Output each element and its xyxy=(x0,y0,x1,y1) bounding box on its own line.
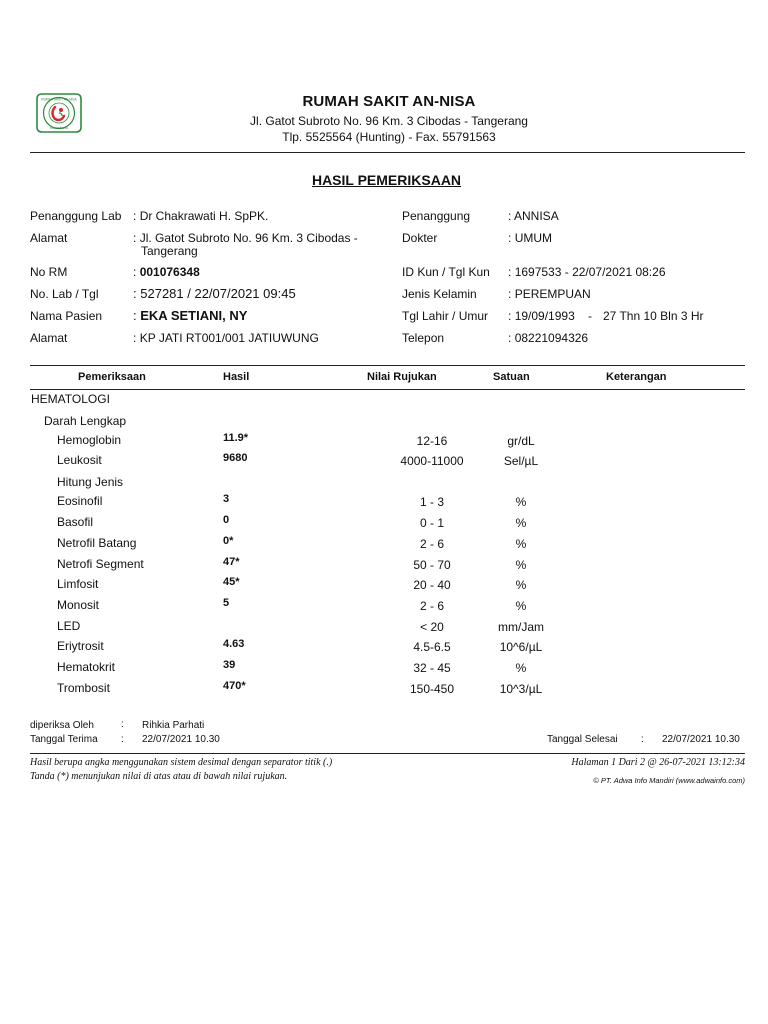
colon: : xyxy=(508,331,512,345)
test-name: Eosinofil xyxy=(57,494,103,508)
test-reference-range: 20 - 40 xyxy=(413,578,451,592)
test-name: Monosit xyxy=(57,598,100,612)
test-result: 45* xyxy=(223,576,240,588)
test-unit: gr/dL xyxy=(507,434,535,448)
info-value: : PEREMPUAN xyxy=(508,287,591,301)
info-label: Nama Pasien xyxy=(30,309,103,323)
test-reference-range: 0 - 1 xyxy=(419,516,444,530)
test-name: Limfosit xyxy=(57,577,99,591)
checked-by-label: diperiksa Oleh xyxy=(30,720,94,731)
test-reference-range: 4.5-6.5 xyxy=(413,640,451,654)
test-name: Leukosit xyxy=(57,453,102,467)
info-label: ID Kun / Tgl Kun xyxy=(402,265,490,279)
document-title: HASIL PEMERIKSAAN xyxy=(311,172,462,188)
test-reference-range: 2 - 6 xyxy=(419,599,444,613)
info-label: Alamat xyxy=(30,331,68,345)
svg-text:TANGERANG: TANGERANG xyxy=(49,126,69,130)
decimal-note: Hasil berupa angka menggunakan sistem desimal dengan separator titik (.) xyxy=(30,757,333,768)
info-label: No RM xyxy=(30,265,68,279)
info-label: Dokter xyxy=(402,231,438,245)
info-label: Penanggung Lab xyxy=(30,209,122,223)
info-value: : 527281 / 22/07/2021 09:45 xyxy=(133,286,296,301)
test-reference-range: < 20 xyxy=(420,620,444,634)
checked-by-value: Rihkia Parhati xyxy=(142,720,205,731)
hospital-phone: Tlp. 5525564 (Hunting) - Fax. 55791563 xyxy=(282,130,496,144)
test-result: 47* xyxy=(223,556,240,568)
page-info: Halaman 1 Dari 2 @ 26-07-2021 13:12:34 xyxy=(571,757,745,768)
test-result: 5 xyxy=(223,597,230,609)
table-header-divider xyxy=(30,389,745,390)
test-reference-range: 150-450 xyxy=(409,682,455,696)
header-divider xyxy=(30,152,745,153)
test-unit: mm/Jam xyxy=(498,620,544,634)
test-name: Hitung Jenis xyxy=(57,475,124,489)
test-name: Netrofi Segment xyxy=(57,557,144,571)
info-label: Tgl Lahir / Umur xyxy=(402,309,489,323)
info-value: : KP JATI RT001/001 JATIUWUNG xyxy=(133,331,319,345)
info-value: : UMUM xyxy=(508,231,553,245)
info-label: Penanggung xyxy=(402,209,471,223)
colon: : xyxy=(133,209,137,223)
info-value: : 1697533 - 22/07/2021 08:26 xyxy=(508,265,666,279)
colon: : xyxy=(641,734,644,745)
colon: : xyxy=(508,209,512,223)
footer-divider xyxy=(30,753,745,754)
test-unit: % xyxy=(515,661,527,675)
test-name: Hematokrit xyxy=(57,660,116,674)
finished-date-label: Tanggal Selesai xyxy=(547,734,618,745)
test-name: LED xyxy=(57,619,81,633)
column-header: Hasil xyxy=(223,371,250,383)
info-value: : ANNISA xyxy=(508,209,559,223)
colon: : xyxy=(508,231,512,245)
received-date-label: Tanggal Terima xyxy=(30,734,98,745)
info-value: : 19/09/1993 xyxy=(508,309,575,323)
test-result: 11.9* xyxy=(223,432,249,444)
colon: : xyxy=(121,719,124,730)
test-result: 39 xyxy=(223,659,236,671)
test-reference-range: 4000-11000 xyxy=(400,454,464,468)
test-unit: % xyxy=(515,516,527,530)
test-name: Trombosit xyxy=(57,681,110,695)
hospital-name: RUMAH SAKIT AN-NISA xyxy=(302,93,476,110)
section-heading: HEMATOLOGI xyxy=(31,392,110,406)
test-name: Netrofil Batang xyxy=(57,536,137,550)
test-result: 9680 xyxy=(223,452,248,464)
info-value: : Jl. Gatot Subroto No. 96 Km. 3 Cibodas - xyxy=(133,231,358,245)
subsection-heading: Darah Lengkap xyxy=(44,414,127,428)
table-top-divider xyxy=(30,365,745,366)
test-unit: 10^3/µL xyxy=(499,682,543,696)
test-reference-range: 12-16 xyxy=(416,434,448,448)
test-result: 0* xyxy=(223,535,234,547)
colon: : xyxy=(133,308,137,323)
column-header: Satuan xyxy=(493,371,530,383)
test-result: 4.63 xyxy=(223,638,245,650)
test-unit: % xyxy=(515,578,527,592)
test-unit: % xyxy=(515,599,527,613)
test-reference-range: 50 - 70 xyxy=(413,558,451,572)
test-name: Eriytrosit xyxy=(57,639,104,653)
colon: : xyxy=(508,287,512,301)
test-result: 3 xyxy=(223,493,230,505)
test-name: Basofil xyxy=(57,515,94,529)
colon: : xyxy=(508,265,512,279)
test-unit: Sel/µL xyxy=(503,454,539,468)
info-value: : 001076348 xyxy=(133,265,200,279)
test-reference-range: 1 - 3 xyxy=(419,495,444,509)
info-value-age: 27 Thn 10 Bln 3 Hr xyxy=(603,309,704,323)
colon: : xyxy=(133,231,137,245)
info-value: : EKA SETIANI, NY xyxy=(133,308,248,323)
test-unit: 10^6/µL xyxy=(499,640,543,654)
info-label: No. Lab / Tgl xyxy=(30,287,99,301)
column-header: Keterangan xyxy=(606,371,667,383)
test-reference-range: 2 - 6 xyxy=(419,537,444,551)
colon: : xyxy=(133,265,137,279)
colon: : xyxy=(133,331,137,345)
colon: : xyxy=(133,286,137,301)
test-unit: % xyxy=(515,495,527,509)
hospital-address: Jl. Gatot Subroto No. 96 Km. 3 Cibodas - Tangerang xyxy=(250,114,528,128)
info-value-continued: Tangerang xyxy=(141,244,198,258)
finished-date-value: 22/07/2021 10.30 xyxy=(662,734,740,745)
asterisk-note: Tanda (*) menunjukan nilai di atas atau di bawah nilai rujukan. xyxy=(30,771,288,782)
test-result: 470* xyxy=(223,680,246,692)
info-value: : 08221094326 xyxy=(508,331,589,345)
test-unit: % xyxy=(515,537,527,551)
colon: : xyxy=(121,734,124,745)
info-label: Alamat xyxy=(30,231,68,245)
colon: : xyxy=(508,309,512,323)
info-label: Telepon xyxy=(402,331,445,345)
received-date-value: 22/07/2021 10.30 xyxy=(142,734,220,745)
test-reference-range: 32 - 45 xyxy=(413,661,451,675)
column-header: Nilai Rujukan xyxy=(367,371,437,383)
test-unit: % xyxy=(515,558,527,572)
svg-text:RUMAH SAKIT AN-NISA: RUMAH SAKIT AN-NISA xyxy=(41,97,77,102)
info-value-separator: - xyxy=(588,309,592,323)
column-header: Pemeriksaan xyxy=(78,371,146,383)
test-result: 0 xyxy=(223,514,230,526)
test-name: Hemoglobin xyxy=(57,433,122,447)
copyright: © PT. Adwa Info Mandiri (www.adwainfo.com) xyxy=(593,776,745,785)
info-value: : Dr Chakrawati H. SpPK. xyxy=(133,209,269,223)
info-label: Jenis Kelamin xyxy=(402,287,477,301)
